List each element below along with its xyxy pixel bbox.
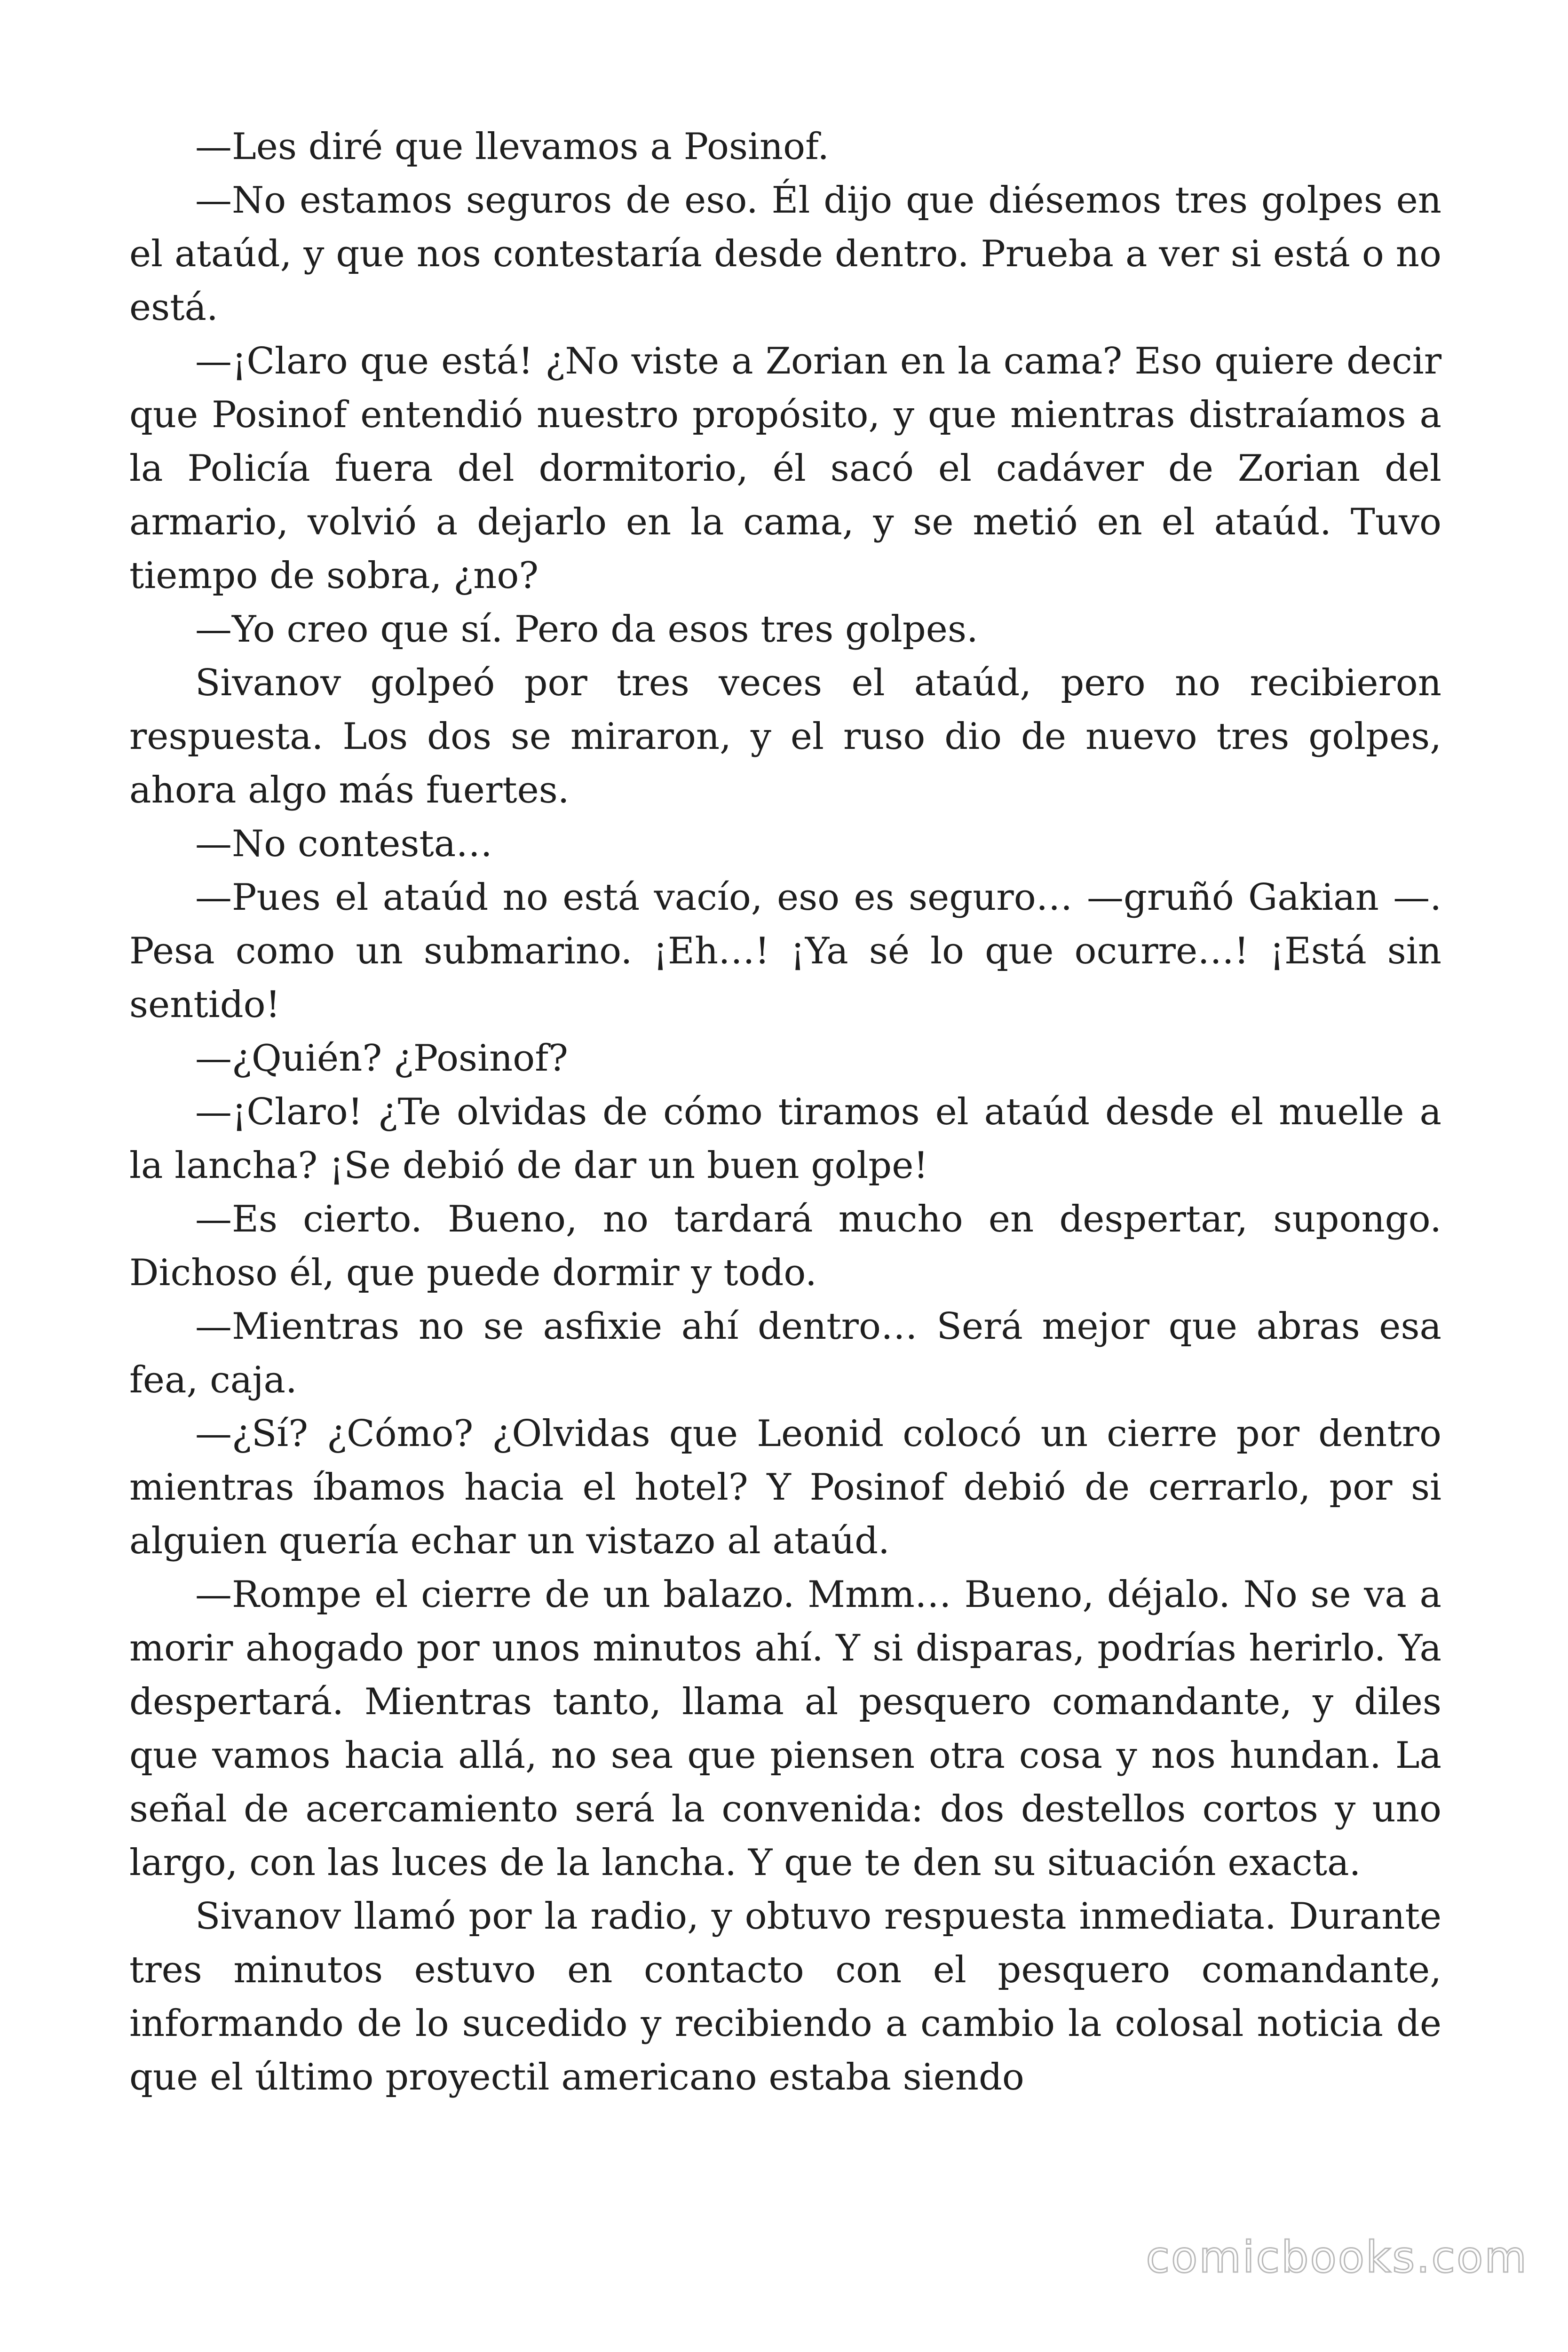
- paragraph: —Pues el ataúd no está vacío, eso es seguro… —gruñó Gakian —. Pesa como un submarino. ¡Eh…! ¡Ya sé lo que ocurre…! ¡Está sin sentido!: [129, 876, 1441, 1026]
- paragraph: —¡Claro! ¿Te olvidas de cómo tiramos el ataúd desde el muelle a la lancha? ¡Se debió de dar un buen golpe!: [129, 1091, 1441, 1187]
- paragraph: —Es cierto. Bueno, no tardará mucho en despertar, supongo. Dichoso él, que puede dormir y todo.: [129, 1198, 1441, 1294]
- paragraph: —¡Claro que está! ¿No viste a Zorian en la cama? Eso quiere decir que Posinof entendió nuestro propósito, y que mientras distraíamos a la Policía fuera del dormitorio, él sacó el cadáver de Zorian del armario, volvió a dejarlo en la cama, y se metió en el ataúd. Tuvo tiempo de sobra, ¿no?: [129, 340, 1441, 597]
- paragraph: —Mientras no se asfixie ahí dentro… Será mejor que abras esa fea, caja.: [129, 1305, 1441, 1401]
- site-watermark: comicbooks.com: [1146, 2232, 1528, 2282]
- paragraph: —Les diré que llevamos a Posinof.: [195, 126, 830, 168]
- paragraph: —No estamos seguros de eso. Él dijo que diésemos tres golpes en el ataúd, y que nos contestaría desde dentro. Prueba a ver si está o no está.: [129, 179, 1441, 329]
- paragraph: —¿Quién? ¿Posinof?: [195, 1037, 568, 1080]
- paragraph: Sivanov llamó por la radio, y obtuvo respuesta inmediata. Durante tres minutos estuvo en contacto con el pesquero comandante, informando de lo sucedido y recibiendo a cambio la colosal noticia de que el último proyectil americano estaba siendo: [129, 1895, 1441, 2098]
- paragraph: —Rompe el cierre de un balazo. Mmm… Bueno, déjalo. No se va a morir ahogado por unos minutos ahí. Y si disparas, podrías herirlo. Ya despertará. Mientras tanto, llama al pesquero comandante, y diles que vamos hacia allá, no sea que piensen otra cosa y nos hundan. La señal de acercamiento será la convenida: dos destellos cortos y uno largo, con las luces de la lancha. Y que te den su situación exacta.: [129, 1573, 1441, 1884]
- paragraph: —¿Sí? ¿Cómo? ¿Olvidas que Leonid colocó un cierre por dentro mientras íbamos hacia el hotel? Y Posinof debió de cerrarlo, por si alguien quería echar un vistazo al ataúd.: [129, 1413, 1441, 1562]
- paragraph: Sivanov golpeó por tres veces el ataúd, pero no recibieron respuesta. Los dos se miraron, y el ruso dio de nuevo tres golpes, ahora algo más fuertes.: [129, 662, 1441, 811]
- paragraph: —No contesta…: [195, 823, 493, 865]
- body-text: [129, 120, 1441, 2104]
- paragraph: —Yo creo que sí. Pero da esos tres golpes.: [195, 608, 978, 651]
